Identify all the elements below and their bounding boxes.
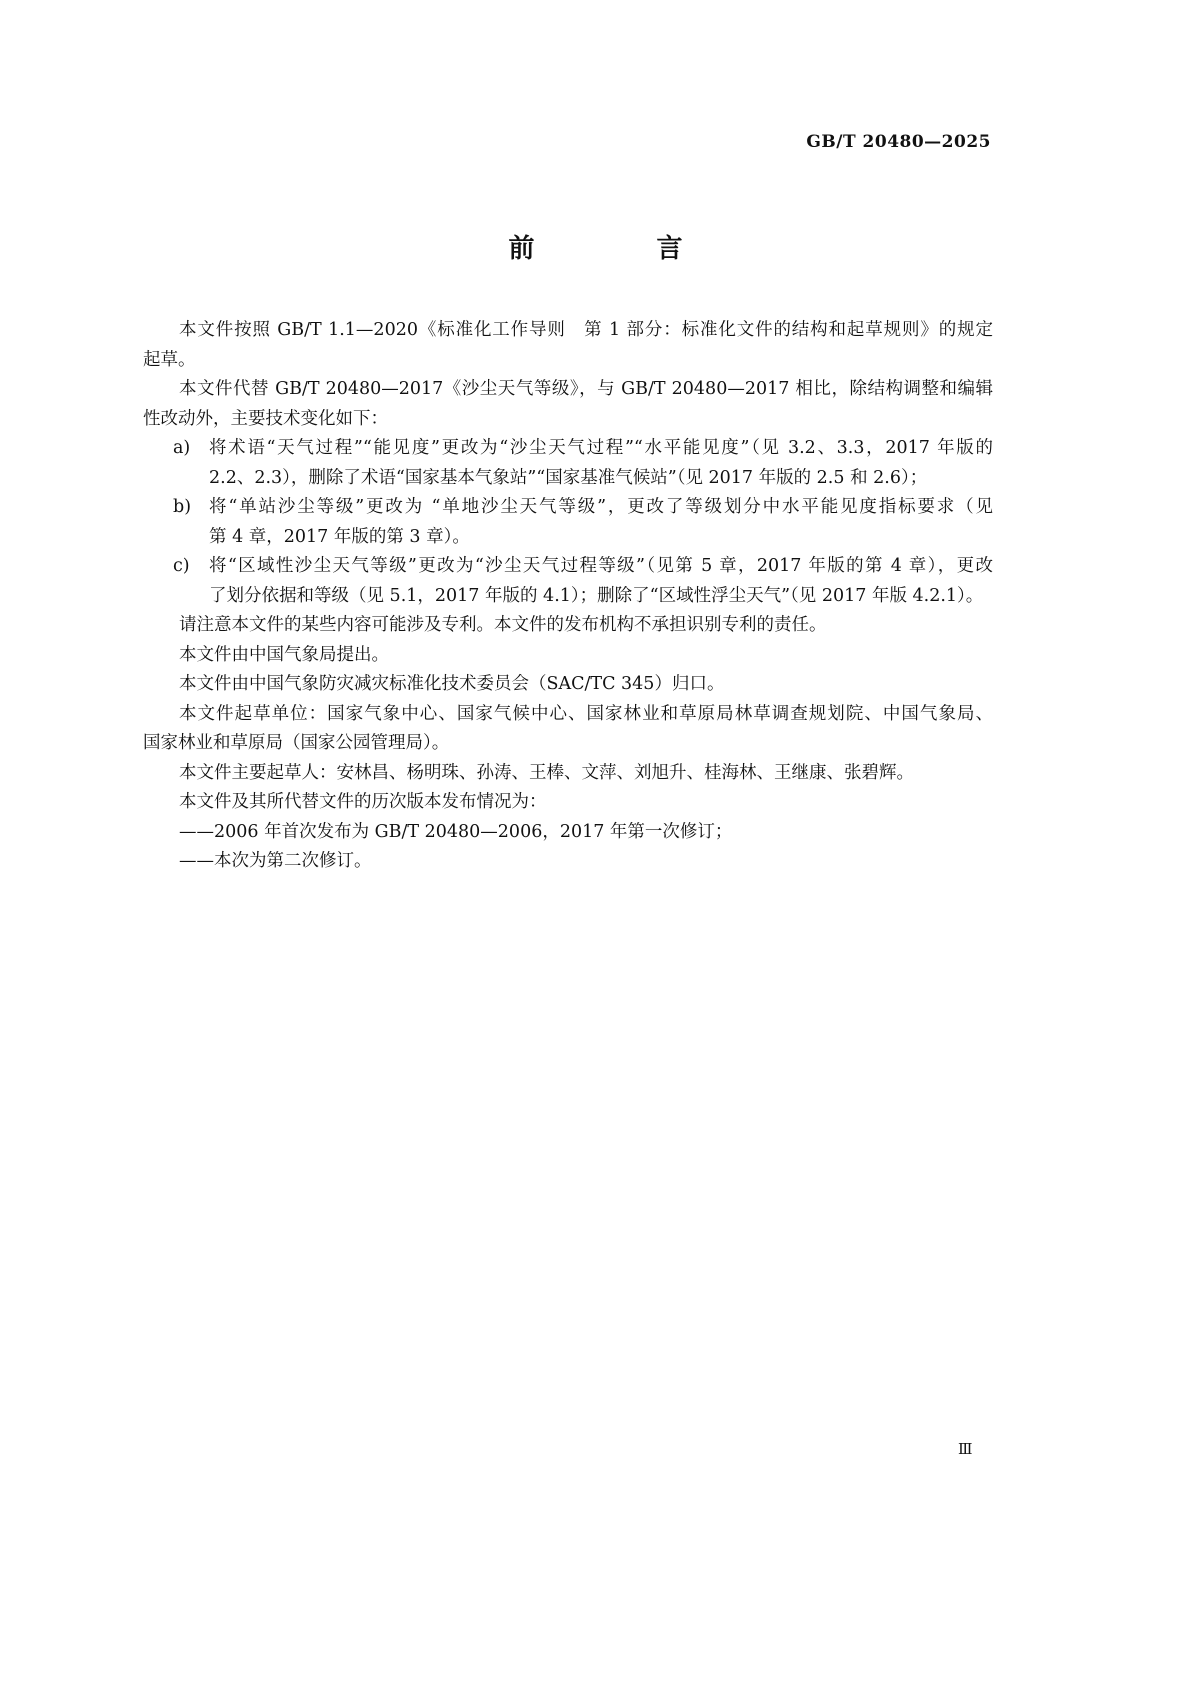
paragraph — [143, 316, 993, 375]
list-item — [143, 434, 993, 493]
text-line: 请注意本文件的某些内容可能涉及专利。本文件的发布机构不承担识别专利的责任。 — [179, 615, 827, 635]
text-line: 将术语“天气过程”“能见度”更改为“沙尘天气过程”“水平能见度”（见 3.2、3.3，2017 年版的 — [209, 438, 993, 458]
standard-number: GB/T 20480—2025 — [806, 132, 991, 152]
list-item — [143, 493, 993, 552]
text-line: ——2006 年首次发布为 GB/T 20480—2006，2017 年第一次修订； — [179, 821, 733, 842]
text-line: 本文件按照 GB/T 1.1—2020《标准化工作导则 第 1 部分：标准化文件的结构和起草规则》的规定 — [179, 320, 993, 340]
paragraph — [143, 375, 993, 434]
text-line: 将“区域性沙尘天气等级”更改为“沙尘天气过程等级”（见第 5 章，2017 年版的第 4 章），更改 — [209, 556, 993, 576]
text-line: 本文件主要起草人：安林昌、杨明珠、孙涛、王棒、文萍、刘旭升、桂海林、王继康、张碧辉。 — [179, 762, 914, 783]
text-line: 第 4 章，2017 年版的第 3 章）。 — [209, 526, 470, 547]
text-line: 本文件及其所代替文件的历次版本发布情况为： — [179, 792, 547, 812]
text-line: ——本次为第二次修订。 — [179, 851, 372, 871]
item-label: b) — [173, 497, 192, 517]
text-line: 2.2、2.3），删除了术语“国家基本气象站”“国家基准气候站”（见 2017 年版的 2.5 和 2.6）； — [209, 467, 928, 488]
page-number: Ⅲ — [958, 1440, 973, 1458]
text-line: 将“单站沙尘等级”更改为 “单地沙尘天气等级”，更改了等级划分中水平能见度指标要求（见 — [209, 497, 993, 517]
text-line: 本文件由中国气象局提出。 — [179, 644, 389, 665]
item-label: c) — [173, 556, 190, 576]
text-line: 国家林业和草原局（国家公园管理局）。 — [143, 733, 450, 753]
list-item — [143, 552, 993, 611]
text-line: 本文件起草单位：国家气象中心、国家气候中心、国家林业和草原局林草调查规划院、中国气象局、 — [179, 703, 993, 724]
page-title: 前 言 — [508, 234, 731, 264]
text-line: 本文件代替 GB/T 20480—2017《沙尘天气等级》，与 GB/T 20480—2017 相比，除结构调整和编辑 — [179, 379, 993, 399]
item-label: a) — [173, 438, 191, 458]
text-line: 性改动外，主要技术变化如下： — [143, 408, 388, 429]
text-line: 了划分依据和等级（见 5.1，2017 年版的 4.1）；删除了“区域性浮尘天气”（见 2017 年版 4.2.1）。 — [209, 585, 984, 606]
foreword-body — [143, 316, 993, 877]
text-line: 本文件由中国气象防灾减灾标准化技术委员会（SAC/TC 345）归口。 — [179, 674, 725, 694]
text-line: 起草。 — [143, 349, 196, 370]
